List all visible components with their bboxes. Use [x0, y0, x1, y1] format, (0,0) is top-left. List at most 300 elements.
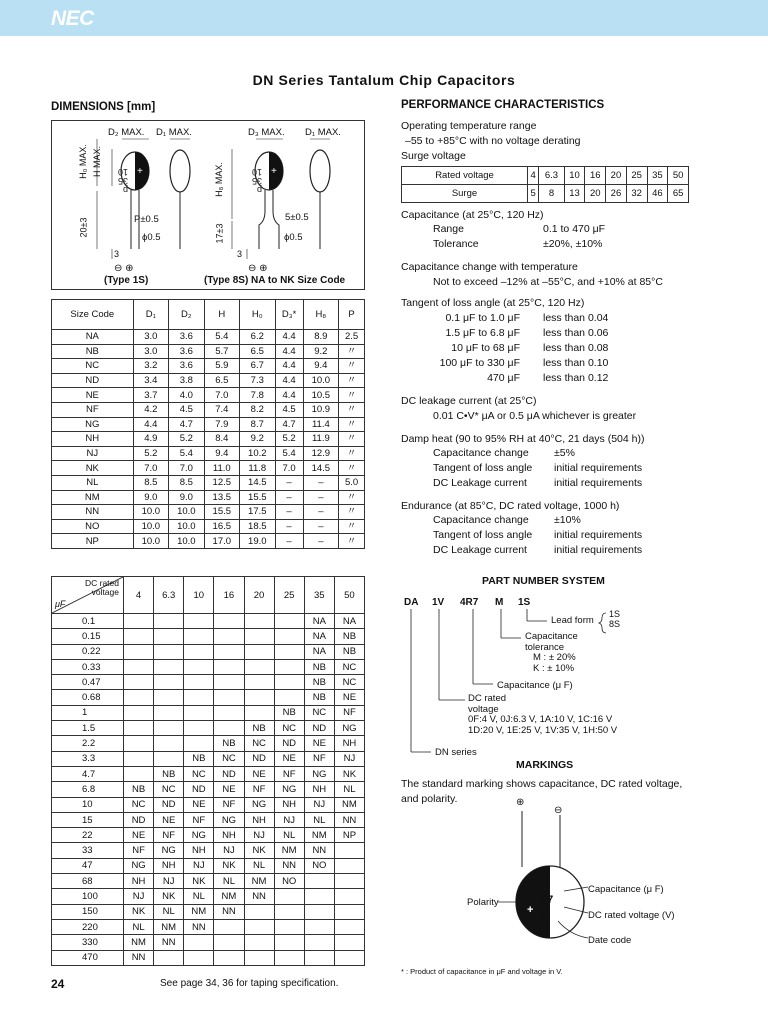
capacitance-size-table: [51, 576, 365, 966]
d1max2-label: D₁ MAX.: [305, 127, 341, 138]
surge-row-label: Surge: [402, 185, 528, 203]
dim-cell: –: [275, 505, 303, 520]
size-code-cell: NB: [184, 751, 214, 766]
size-code-cell: NM: [124, 935, 154, 950]
size-code-cell: [244, 935, 274, 950]
size-code-cell: NL: [244, 858, 274, 873]
page-number: 24: [51, 977, 65, 991]
damp_rows-label: Tangent of loss angle: [433, 462, 533, 474]
size-code-cell: [124, 644, 154, 659]
size-code-cell: [304, 935, 334, 950]
size-code-cell: [154, 705, 184, 720]
size-code-cell: [124, 736, 154, 751]
size-code-cell: NC: [334, 675, 364, 690]
cap-value-cell: 150: [52, 904, 124, 919]
cap-value-cell: 0.1: [52, 614, 124, 629]
dim-row: [52, 417, 365, 432]
size-code-cell: NE: [124, 828, 154, 843]
dim-cell: 19.0: [240, 534, 275, 549]
part-number-heading: PART NUMBER SYSTEM: [482, 575, 605, 587]
cap-row: [52, 828, 365, 843]
size-code-cell: [124, 766, 154, 781]
size-code-cell: NK: [244, 843, 274, 858]
cap-value-cell: 0.15: [52, 629, 124, 644]
size-code-cell: NJ: [214, 843, 244, 858]
series-description: DN series: [435, 747, 477, 758]
dim-cell: 10.9: [303, 402, 338, 417]
dim-cell: 10.0: [169, 519, 204, 534]
size-code-cell: NB: [304, 690, 334, 705]
size-code-cell: NK: [124, 904, 154, 919]
size-code-cell: NM: [184, 904, 214, 919]
size-code-cell: [214, 919, 244, 934]
voltage-marking-label: DC rated voltage (V): [588, 910, 675, 921]
size-code-cell: NM: [154, 919, 184, 934]
size-code-cell: NG: [304, 766, 334, 781]
cap-row: [52, 629, 365, 644]
size-code-cell: [274, 614, 304, 629]
voltage-description: DC rated voltage 0F:4 V, 0J:6.3 V, 1A:10 V, 1C:16 V 1D:20 V, 1E:25 V, 1V:35 V, 1H:50 V: [468, 693, 618, 736]
cap-row: [52, 797, 365, 812]
size-code-cell: ND: [124, 812, 154, 827]
body-mark-2: p 35 10: [252, 167, 263, 195]
tan-value: less than 0.06: [543, 327, 609, 339]
dim-row: [52, 490, 365, 505]
dim-cell: 3.6: [169, 330, 204, 345]
dim-row: [52, 402, 365, 417]
size-code-cell: [154, 751, 184, 766]
cap-value-cell: 0.22: [52, 644, 124, 659]
dim-row: [52, 461, 365, 476]
size-code-cell: [214, 614, 244, 629]
tan-range: 0.1 μF to 1.0 μF: [445, 312, 520, 324]
size-code-cell: NG: [184, 828, 214, 843]
damp_rows-value: initial requirements: [554, 477, 643, 489]
dim-col-header: H₀: [240, 300, 275, 330]
dim-cell: 13.5: [204, 490, 239, 505]
dim-cell: 4.7: [275, 417, 303, 432]
endur_rows-value: initial requirements: [554, 529, 643, 541]
dim-row: [52, 330, 365, 345]
size-code-cell: [274, 889, 304, 904]
body-value-35: 35: [538, 906, 550, 917]
dim-cell: NN: [52, 505, 134, 520]
type1-caption: (Type 1S): [104, 275, 149, 286]
code-tolerance: M: [495, 597, 504, 608]
size-code-cell: NC: [274, 721, 304, 736]
dim-cell: 14.5: [303, 461, 338, 476]
size-code-cell: [274, 904, 304, 919]
cap-value-cell: 22: [52, 828, 124, 843]
cap-row: [52, 736, 365, 751]
size-code-cell: NJ: [304, 797, 334, 812]
size-code-cell: [304, 919, 334, 934]
size-code-cell: NB: [304, 659, 334, 674]
size-code-cell: NB: [214, 736, 244, 751]
dcl-value: 0.01 C•V* μA or 0.5 μA whichever is greater: [433, 410, 637, 422]
size-code-cell: NA: [334, 614, 364, 629]
dim-cell: 6.2: [240, 330, 275, 345]
size-code-cell: NB: [244, 721, 274, 736]
h0max-label: H₀ MAX.: [77, 144, 88, 179]
cap-row: [52, 614, 365, 629]
dim-cell: 5.4: [204, 330, 239, 345]
dim-cell: NL: [52, 475, 134, 490]
dim-cell: NK: [52, 461, 134, 476]
corner-voltage: DC rated voltage: [84, 578, 119, 597]
size-code-cell: NK: [214, 858, 244, 873]
cap-row: [52, 751, 365, 766]
size-code-cell: NM: [214, 889, 244, 904]
dim-cell: 9.2: [240, 432, 275, 447]
size-code-cell: NL: [274, 828, 304, 843]
size-code-cell: [244, 904, 274, 919]
size-code-cell: [274, 950, 304, 965]
tolerance-value: ±20%, ±10%: [543, 238, 603, 250]
cap-value-cell: 10: [52, 797, 124, 812]
size-code-cell: NG: [214, 812, 244, 827]
tan-range: 10 μF to 68 μF: [451, 342, 520, 354]
dim-cell: 4.4: [275, 359, 303, 374]
dimensions-heading: DIMENSIONS [mm]: [51, 101, 156, 113]
rated-voltage-cell: 25: [626, 167, 647, 185]
size-code-cell: [124, 614, 154, 629]
dim-cell: 5.2: [169, 432, 204, 447]
size-code-cell: NJ: [124, 889, 154, 904]
size-code-cell: NL: [334, 782, 364, 797]
range-value: 0.1 to 470 μF: [543, 223, 606, 235]
dim-row: [52, 505, 365, 520]
dim-cell: 17.5: [240, 505, 275, 520]
size-code-cell: NF: [304, 751, 334, 766]
size-code-cell: [184, 675, 214, 690]
type8-caption: (Type 8S) NA to NK Size Code: [204, 275, 346, 286]
dim-row: [52, 519, 365, 534]
rated-voltage-cell: 20: [606, 167, 627, 185]
voltage-header: 50: [334, 577, 364, 614]
size-code-cell: NH: [124, 874, 154, 889]
size-code-cell: NB: [154, 766, 184, 781]
size-code-cell: NJ: [244, 828, 274, 843]
damp-label: Damp heat (90 to 95% RH at 40°C, 21 days (504 h)): [401, 433, 645, 445]
dim-cell: 9.4: [204, 446, 239, 461]
dim-col-header: P: [339, 300, 365, 330]
dim-cell: 12.9: [303, 446, 338, 461]
tan-range: 100 μF to 330 μF: [439, 357, 520, 369]
size-code-cell: NF: [334, 705, 364, 720]
surge-label: Surge voltage: [401, 150, 466, 162]
size-code-cell: [274, 644, 304, 659]
tan-value: less than 0.10: [543, 357, 609, 369]
endurance-label: Endurance (at 85°C, DC rated voltage, 1000 h): [401, 500, 620, 512]
dim-cell: 〃: [339, 373, 365, 388]
size-code-cell: [244, 705, 274, 720]
dim-cell: 〃: [339, 519, 365, 534]
dim-cell: –: [275, 534, 303, 549]
surge-voltage-table: [401, 166, 689, 203]
size-code-cell: [154, 736, 184, 751]
cap-change-value: Not to exceed –12% at –55°C, and +10% at 85°C: [433, 276, 663, 288]
size-code-cell: [154, 950, 184, 965]
damp_rows-value: ±5%: [554, 447, 575, 459]
op-temp-value: –55 to +85°C with no voltage derating: [405, 135, 581, 147]
dim-cell: 10.0: [133, 534, 168, 549]
size-code-cell: [244, 690, 274, 705]
dim-cell: 3.0: [133, 330, 168, 345]
part-number-diagram: [401, 592, 731, 767]
size-code-cell: [214, 675, 244, 690]
dim-cell: 3.6: [169, 359, 204, 374]
d1max-label: D₁ MAX.: [156, 127, 192, 138]
dim-cell: NH: [52, 432, 134, 447]
minus-terminal-icon: ⊖: [554, 805, 563, 816]
dim-cell: 6.5: [240, 344, 275, 359]
size-code-cell: [274, 919, 304, 934]
dim-col-header: D₃*: [275, 300, 303, 330]
size-code-cell: [334, 858, 364, 873]
dim-cell: 3.4: [133, 373, 168, 388]
dim-cell: NB: [52, 344, 134, 359]
dim-cell: 3.6: [169, 344, 204, 359]
dim-cell: 17.0: [204, 534, 239, 549]
size-code-cell: [304, 904, 334, 919]
size-code-cell: NM: [304, 828, 334, 843]
dim-cell: 5.4: [275, 446, 303, 461]
size-code-cell: NA: [304, 614, 334, 629]
body-plus-2: +: [271, 166, 277, 177]
size-code-cell: NK: [334, 766, 364, 781]
size-code-cell: [214, 629, 244, 644]
h8max-label: H₈ MAX.: [213, 162, 224, 197]
size-code-cell: [334, 935, 364, 950]
size-code-cell: NC: [184, 766, 214, 781]
size-code-cell: NE: [334, 690, 364, 705]
markings-heading: MARKINGS: [516, 759, 574, 771]
size-code-cell: [124, 675, 154, 690]
surge-row: [402, 185, 689, 203]
dim-cell: 6.5: [204, 373, 239, 388]
dim-cell: 3.8: [169, 373, 204, 388]
size-code-cell: NN: [334, 812, 364, 827]
dim-cell: –: [303, 505, 338, 520]
damp_rows-value: initial requirements: [554, 462, 643, 474]
cap-row: [52, 721, 365, 736]
size-code-cell: [154, 644, 184, 659]
surge-cell: 20: [585, 185, 606, 203]
dim-cell: 5.2: [275, 432, 303, 447]
size-code-cell: NM: [244, 874, 274, 889]
cap-row: [52, 766, 365, 781]
dim-cell: –: [303, 519, 338, 534]
size-code-cell: NJ: [334, 751, 364, 766]
surge-cell: 26: [606, 185, 627, 203]
size-code-cell: ND: [304, 721, 334, 736]
size-code-cell: NG: [334, 721, 364, 736]
cap-value-cell: 0.33: [52, 659, 124, 674]
cap-value-cell: 1.5: [52, 721, 124, 736]
dim-row: [52, 534, 365, 549]
size-code-cell: NB: [304, 675, 334, 690]
polarity-label: Polarity: [467, 897, 499, 908]
phi2-label: ϕ0.5: [284, 232, 303, 243]
code-capacitance: 4R7: [460, 597, 479, 608]
body-plus-1: +: [137, 166, 143, 177]
dim-cell: 4.4: [275, 373, 303, 388]
size-code-cell: [124, 690, 154, 705]
cap-value-cell: 2.2: [52, 736, 124, 751]
size-code-cell: NH: [214, 828, 244, 843]
tan-value: less than 0.08: [543, 342, 609, 354]
dim-row: [52, 373, 365, 388]
size-code-cell: NG: [124, 858, 154, 873]
size-code-cell: [184, 736, 214, 751]
dim-cell: 4.4: [275, 330, 303, 345]
dim-cell: 〃: [339, 402, 365, 417]
dim-cell: 5.7: [204, 344, 239, 359]
dim-cell: 6.7: [240, 359, 275, 374]
surge-cell: 65: [668, 185, 689, 203]
cap-value-cell: 100: [52, 889, 124, 904]
size-code-cell: [154, 721, 184, 736]
dim-cell: –: [275, 519, 303, 534]
size-code-cell: NK: [184, 874, 214, 889]
size-code-cell: [124, 629, 154, 644]
size-code-cell: [184, 629, 214, 644]
dim-row: [52, 359, 365, 374]
dim-cell: 10.2: [240, 446, 275, 461]
dim-cell: 〃: [339, 534, 365, 549]
size-code-cell: NA: [304, 629, 334, 644]
size-code-cell: NE: [244, 766, 274, 781]
dim-header-row: [52, 300, 365, 330]
dim-cell: 5.0: [339, 475, 365, 490]
dim-row: [52, 432, 365, 447]
voltage-header: 6.3: [154, 577, 184, 614]
tolerance-description: Capacitance tolerance M : ± 20% K : ± 10%: [525, 631, 578, 674]
header-bar: [0, 0, 768, 36]
performance-heading: PERFORMANCE CHARACTERISTICS: [401, 99, 605, 111]
size-code-cell: NC: [304, 705, 334, 720]
size-code-cell: [154, 690, 184, 705]
cap-change-label: Capacitance change with temperature: [401, 261, 578, 273]
cap-value-cell: 330: [52, 935, 124, 950]
rated-voltage-row: [402, 167, 689, 185]
rated-voltage-cell: 35: [647, 167, 668, 185]
size-code-cell: NO: [274, 874, 304, 889]
size-code-cell: NF: [124, 843, 154, 858]
size-code-cell: [274, 675, 304, 690]
dim-cell: 〃: [339, 461, 365, 476]
size-code-cell: [334, 889, 364, 904]
dim-cell: 9.4: [303, 359, 338, 374]
dim-col-header: H₈: [303, 300, 338, 330]
cap-value-cell: 4.7: [52, 766, 124, 781]
dim-col-header: D₂: [169, 300, 204, 330]
dim-cell: NG: [52, 417, 134, 432]
cap-row: [52, 690, 365, 705]
size-code-cell: [274, 935, 304, 950]
dimensions-table: [51, 299, 365, 549]
phi-label: ϕ0.5: [142, 232, 161, 243]
rated-voltage-label: Rated voltage: [402, 167, 528, 185]
size-code-cell: [184, 705, 214, 720]
size-code-cell: NN: [274, 858, 304, 873]
dim-cell: 3.2: [133, 359, 168, 374]
three-label-1: 3: [114, 249, 120, 259]
body-value-47: 4.7: [538, 894, 554, 906]
p-label: P±0.5: [134, 214, 159, 225]
dim-cell: 〃: [339, 432, 365, 447]
dim-cell: 4.4: [133, 417, 168, 432]
nec-logo: NEC: [51, 7, 94, 30]
size-code-cell: NL: [304, 812, 334, 827]
dim-cell: 4.2: [133, 402, 168, 417]
dim-cell: 8.4: [204, 432, 239, 447]
size-code-cell: [244, 629, 274, 644]
capacitance-marking-label: Capacitance (μ F): [588, 884, 664, 895]
tan-range: 470 μF: [487, 372, 520, 384]
dim-cell: NA: [52, 330, 134, 345]
size-code-cell: [124, 751, 154, 766]
cap-value-cell: 3.3: [52, 751, 124, 766]
size-code-cell: NN: [244, 889, 274, 904]
footnote: * : Product of capacitance in μF and voltage in V.: [401, 967, 563, 976]
size-code-cell: [334, 950, 364, 965]
taping-note: See page 34, 36 for taping specification.: [160, 978, 339, 989]
size-code-cell: [274, 690, 304, 705]
tolerance-label: Tolerance: [433, 238, 479, 250]
dim-cell: 〃: [339, 417, 365, 432]
dim-cell: 10.0: [169, 534, 204, 549]
tan-range: 1.5 μF to 6.8 μF: [445, 327, 520, 339]
voltage-header: 25: [274, 577, 304, 614]
dim-cell: 11.4: [303, 417, 338, 432]
cap-value-cell: 0.47: [52, 675, 124, 690]
dim-cell: 7.0: [204, 388, 239, 403]
polarity-symbols-2: ⊖ ⊕: [248, 263, 268, 274]
body-plus-marking: +: [527, 904, 534, 916]
lead-form-label: Lead form: [551, 615, 594, 626]
size-code-cell: NC: [124, 797, 154, 812]
dim-cell: –: [303, 534, 338, 549]
dim-cell: 5.2: [133, 446, 168, 461]
dim-cell: 4.4: [275, 388, 303, 403]
endur_rows-label: Tangent of loss angle: [433, 529, 533, 541]
d3max-label: D₃ MAX.: [248, 127, 285, 138]
size-code-cell: NE: [184, 797, 214, 812]
dim-cell: –: [303, 475, 338, 490]
dim-cell: –: [275, 475, 303, 490]
size-code-cell: NB: [274, 705, 304, 720]
size-code-cell: [244, 644, 274, 659]
surge-cell: 32: [626, 185, 647, 203]
cap-label: Capacitance (at 25°C, 120 Hz): [401, 209, 544, 221]
size-code-cell: ND: [214, 766, 244, 781]
dim-cell: 9.0: [169, 490, 204, 505]
dim-cell: 8.5: [169, 475, 204, 490]
size-code-cell: NL: [214, 874, 244, 889]
dim-cell: 11.9: [303, 432, 338, 447]
size-code-cell: NN: [154, 935, 184, 950]
cap-row: [52, 843, 365, 858]
dim-cell: 8.2: [240, 402, 275, 417]
cap-row: [52, 874, 365, 889]
dim-cell: 7.0: [275, 461, 303, 476]
size-code-cell: NN: [184, 919, 214, 934]
size-code-cell: [124, 705, 154, 720]
hmax-label: H MAX.: [92, 145, 103, 178]
size-code-cell: NM: [334, 797, 364, 812]
